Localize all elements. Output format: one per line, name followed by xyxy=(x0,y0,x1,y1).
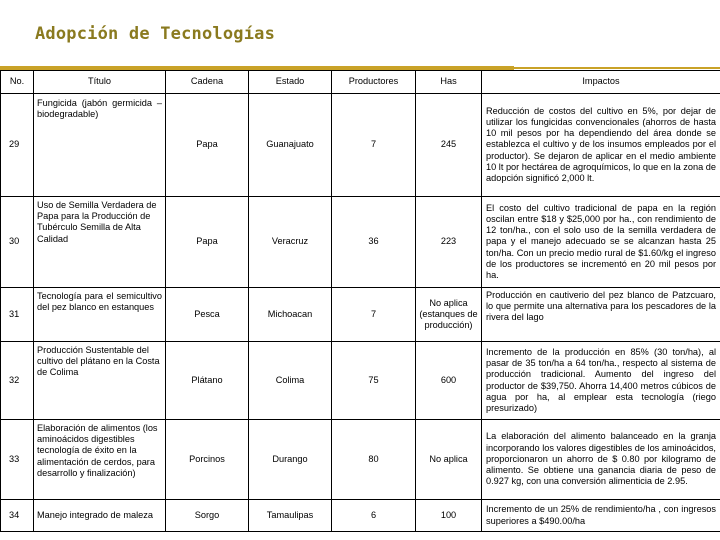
row-estado: Guanajuato xyxy=(249,94,332,197)
row-has: 245 xyxy=(416,94,482,197)
row-productores: 7 xyxy=(332,94,416,197)
row-titulo: Fungicida (jabón germicida –biodegradable) xyxy=(34,94,166,197)
header-estado: Estado xyxy=(249,71,332,94)
row-impactos: La elaboración del alimento balanceado en la granja incorporando los valores digestibles de los aminoácidos, proporcionaron un ahorro de $ 0.80 por kilogramo de alimento. Se obtiene una ganancia diaria de peso de 0.927 kg, con una conversión alimenticia de 2.95. xyxy=(482,420,720,500)
row-productores: 75 xyxy=(332,342,416,420)
accent-divider-thin xyxy=(514,67,720,69)
table-header-row xyxy=(1,71,720,94)
row-estado: Tamaulipas xyxy=(249,500,332,532)
header-titulo: Título xyxy=(34,71,166,94)
row-impactos: Producción en cautiverio del pez blanco de Patzcuaro, lo que permite una alternativa para los pescadores de la rivera del lago xyxy=(482,288,720,342)
technology-adoption-table xyxy=(0,70,720,532)
row-productores: 36 xyxy=(332,197,416,288)
row-has: No aplica (estanques de producción) xyxy=(416,288,482,342)
row-cadena: Pesca xyxy=(166,288,249,342)
table-row xyxy=(1,197,720,288)
row-titulo: Uso de Semilla Verdadera de Papa para la Producción de Tubérculo Semilla de Alta Calidad xyxy=(34,197,166,288)
row-cadena: Plátano xyxy=(166,342,249,420)
row-estado: Veracruz xyxy=(249,197,332,288)
row-has: No aplica xyxy=(416,420,482,500)
row-titulo: Elaboración de alimentos (los aminoácidos digestibles tecnología de éxito en la alimentación de cerdos, para desarrollo y finalización) xyxy=(34,420,166,500)
row-has: 223 xyxy=(416,197,482,288)
row-no: 31 xyxy=(1,288,34,342)
row-productores: 80 xyxy=(332,420,416,500)
row-titulo: Producción Sustentable del cultivo del plátano en la Costa de Colima xyxy=(34,342,166,420)
row-titulo: Tecnología para el semicultivo del pez blanco en estanques xyxy=(34,288,166,342)
row-impactos: Reducción de costos del cultivo en 5%, por dejar de utilizar los fungicidas convencionales (ahorros de hasta 10 mil pesos por ha dependiendo del área donde se establezca el cultivo y de los insumos empleados por el productor). Se dejaron de aplicar en el medio ambiente 10 lt por hectárea de agroquímicos, lo que en la zona de adopción significó 2,000 lt. xyxy=(482,94,720,197)
table-row xyxy=(1,94,720,197)
row-impactos: Incremento de un 25% de rendimiento/ha , con ingresos superiores a $490.00/ha xyxy=(482,500,720,532)
row-impactos: El costo del cultivo tradicional de papa en la región oscilan entre $18 y $25,000 por ha., con rendimiento de 12 ton/ha., con el solo uso de la semilla verdadera de papa y el manejo adecuado se se alcanzan hasta 25 ton/ha. Con un precio medio rural de $1.60/kg el ingreso de los productores se incrementó en 20 mil pesos por ha. xyxy=(482,197,720,288)
row-no: 32 xyxy=(1,342,34,420)
row-no: 34 xyxy=(1,500,34,532)
header-no: No. xyxy=(1,71,34,94)
row-productores: 6 xyxy=(332,500,416,532)
table-row xyxy=(1,500,720,532)
row-no: 29 xyxy=(1,94,34,197)
row-no: 30 xyxy=(1,197,34,288)
row-estado: Colima xyxy=(249,342,332,420)
table-row xyxy=(1,342,720,420)
row-titulo: Manejo integrado de maleza xyxy=(34,500,166,532)
header-cadena: Cadena xyxy=(166,71,249,94)
row-cadena: Papa xyxy=(166,197,249,288)
row-cadena: Papa xyxy=(166,94,249,197)
row-cadena: Porcinos xyxy=(166,420,249,500)
row-productores: 7 xyxy=(332,288,416,342)
table-row xyxy=(1,288,720,342)
table-row xyxy=(1,420,720,500)
header-has: Has xyxy=(416,71,482,94)
row-has: 100 xyxy=(416,500,482,532)
page-title: Adopción de Tecnologías xyxy=(35,24,276,44)
row-estado: Durango xyxy=(249,420,332,500)
header-impactos: Impactos xyxy=(482,71,720,94)
row-has: 600 xyxy=(416,342,482,420)
header-productores: Productores xyxy=(332,71,416,94)
row-no: 33 xyxy=(1,420,34,500)
row-cadena: Sorgo xyxy=(166,500,249,532)
row-estado: Michoacan xyxy=(249,288,332,342)
row-impactos: Incremento de la producción en 85% (30 ton/ha), al pasar de 35 ton/ha a 64 ton/ha., respecto al sistema de producción tradicional. Aumento del ingreso del productor de $39,750. Ahorra 14,400 metros cúbicos de agua por ha, al emplear esta tecnología (riego presurizado) xyxy=(482,342,720,420)
